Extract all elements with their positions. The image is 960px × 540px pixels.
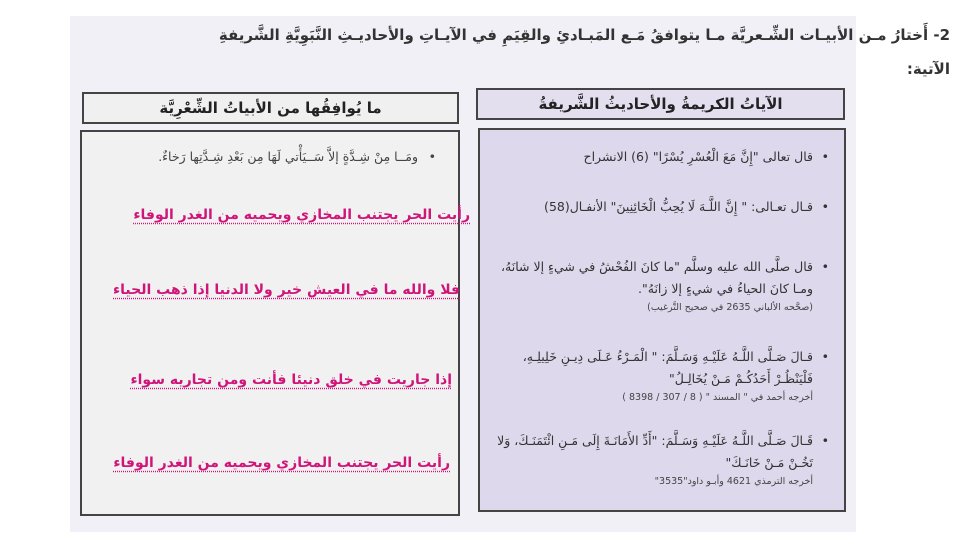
answer-line-4: رأيت الحر يجتنب المخازي ويحميه من الغدر الوفاء bbox=[113, 455, 450, 471]
answer-line-2: فلا والله ما في العيش خير ولا الدنيا إذا ذهب الحياء bbox=[113, 282, 460, 298]
hadith-source: (صحَّحه الألباني 2635 في صحيح التَّرغيب) bbox=[647, 302, 813, 313]
header-matching-poetry: ما يُوافِقُها من الأبياتُ الشِّعْرِيَّة bbox=[82, 92, 459, 124]
hadith-text: • قـال تعـالى: " إِنَّ اللَّـهَ لَا يُحِبُّ الْخَائِنِينَ" الأنفـال(58) bbox=[544, 199, 813, 214]
poetry-verse-item bbox=[100, 146, 440, 168]
hadith-item-2 bbox=[490, 196, 835, 218]
hadith-source: أخرجه أحمد في " المسند " ( 8 / 307 / 8398 ) bbox=[622, 392, 813, 403]
hadith-text: • قال تعالى "إِنَّ مَعَ الْعُسْرِ يُسْرًا" (6) الانشراح bbox=[583, 149, 813, 164]
answer-line-1: رأيت الحر يجتنب المخازي ويحميه من الغدر الوفاء bbox=[133, 207, 470, 223]
header-verses-hadiths: الآياتُ الكريمةُ والأحاديثُ الشَّريفةُ bbox=[476, 88, 845, 120]
hadith-text: • قَـالَ صَـلَّى اللَّـهُ عَلَيْـهِ وَسَـلَّمَ: "أَدِّ الأَمَانَـةَ إِلَى مَـنِ ائْتَمَنَـكَ، وَلا تَخُـنْ مَـنْ خَانَـكَ" bbox=[497, 433, 813, 470]
hadith-text: • قال صلَّى الله عليه وسلَّم "ما كانَ الفُحْشُ في شيءٍ إلا شانَهُ، ومـا كانَ الحياءُ في شيءٍ إلا زانَهُ". bbox=[501, 259, 813, 296]
poetry-verse-text: • ومَــا مِنْ شِـدَّةٍ إلاَّ سَــيَأْتي لَهَا مِن بَعْدِ شِـدَّتِها رَخاءٌ. bbox=[158, 149, 418, 164]
hadith-item-4 bbox=[490, 346, 835, 406]
hadith-text: • قـالَ صَـلَّى اللَّـهُ عَلَيْـهِ وَسَـلَّمَ: " الْمَـرْءُ عَـلَى دِيـنِ خَلِيلِـهِ، فَلْيَنْظُـرْ أَحَدُكُـمْ مَـنْ يُخَالِـلُ" bbox=[522, 349, 813, 386]
hadith-item-3 bbox=[490, 256, 835, 316]
hadith-item-1 bbox=[490, 146, 835, 168]
hadith-source: أخرجه الترمذي 4621 وأبـو داود"3535" bbox=[654, 476, 813, 487]
answer-line-3: إذا جاريت في خلق دنيئا فأنت ومن تجاريه سواء bbox=[130, 372, 452, 388]
question-text: 2- أَختارُ مـن الأبيـات الشِّـعريَّة مـا يتوافقُ مَـع المَبـادئِ والقِيَمِ في الآيـاتِ والأحاديـثِ النَّبَوِيَّةِ الشَّريفةِ الآتية: bbox=[218, 26, 950, 78]
hadith-item-5 bbox=[490, 430, 835, 490]
